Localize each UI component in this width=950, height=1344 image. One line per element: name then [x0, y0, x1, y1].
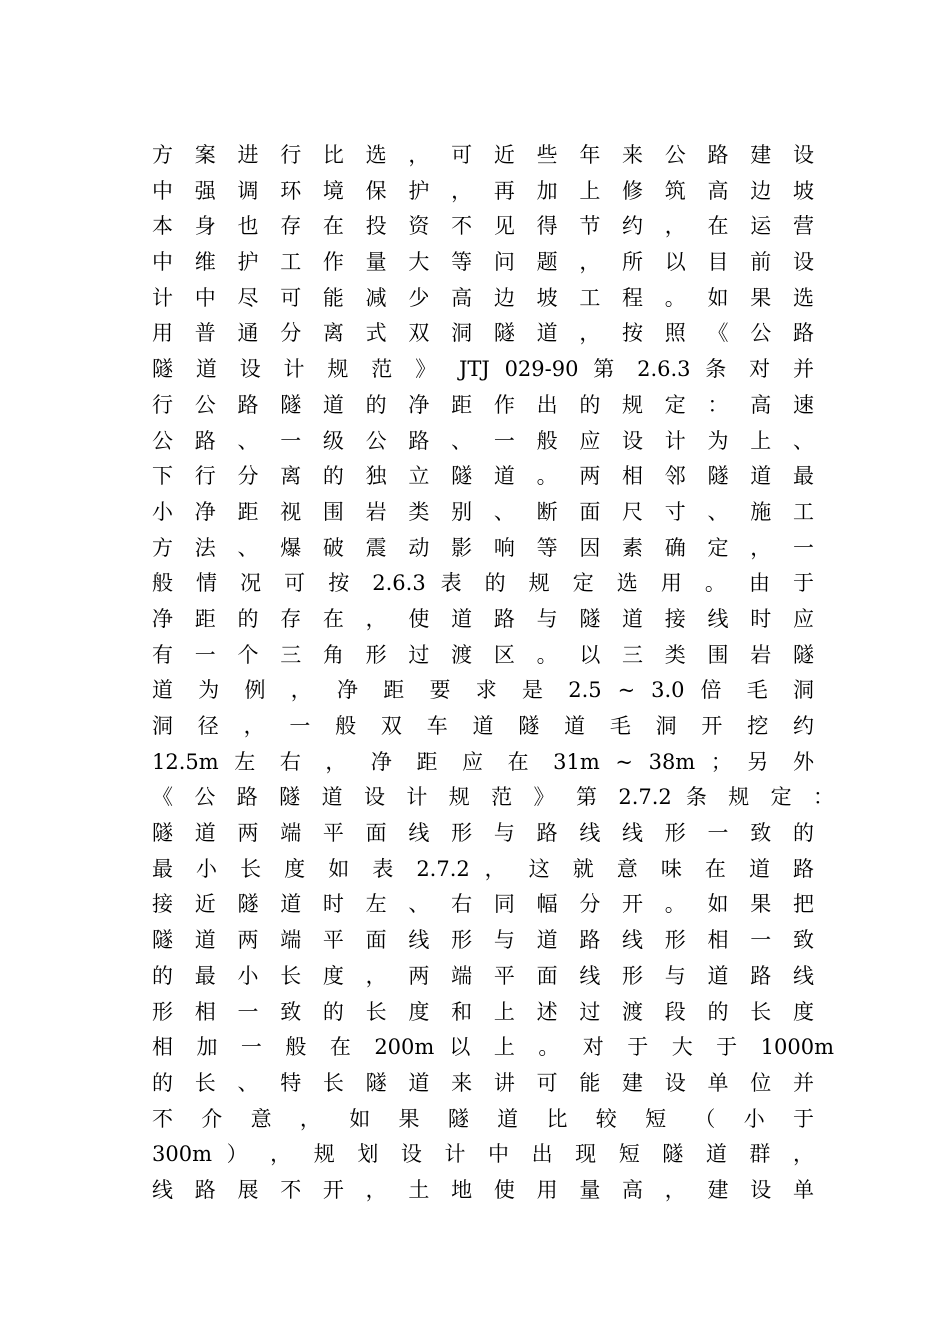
text-line: 12.5m 左 右 ， 净 距 应 在 31m ~ 38m ； 另 外 [152, 749, 814, 774]
text-line: 洞 径 ， 一 般 双 车 道 隧 道 毛 洞 开 挖 约 [152, 714, 814, 738]
text-line: 不 介 意 ， 如 果 隧 道 比 较 短 （ 小 于 [152, 1106, 814, 1131]
text-line: 本 身 也 存 在 投 资 不 见 得 节 约 ， 在 运 营 [152, 214, 814, 239]
text-line: 计 中 尽 可 能 减 少 高 边 坡 工 程 。 如 果 选 [152, 285, 814, 310]
text-line: 般 情 况 可 按 2.6.3 表 的 规 定 选 用 。 由 于 [152, 571, 814, 596]
text-line: 用 普 通 分 离 式 双 洞 隧 道 ， 按 照 《 公 路 [152, 321, 814, 346]
text-line: 行 公 路 隧 道 的 净 距 作 出 的 规 定 ： 高 速 [152, 392, 814, 417]
text-line: 形 相 一 致 的 长 度 和 上 述 过 渡 段 的 长 度 [152, 999, 814, 1024]
text-line: 线 路 展 不 开 ， 土 地 使 用 量 高 ， 建 设 单 [152, 1177, 814, 1202]
text-line: 小 净 距 视 围 岩 类 别 、 断 面 尺 寸 、 施 工 [152, 499, 814, 524]
text-line: 隧 道 两 端 平 面 线 形 与 道 路 线 形 相 一 致 [152, 928, 814, 953]
text-line: 道 为 例 ， 净 距 要 求 是 2.5 ~ 3.0 倍 毛 洞 [152, 678, 814, 703]
text-line: 《 公 路 隧 道 设 计 规 范 》 第 2.7.2 条 规 定 ： [152, 785, 834, 810]
text-line: 有 一 个 三 角 形 过 渡 区 。 以 三 类 围 岩 隧 [152, 642, 814, 667]
text-line: 公 路 、 一 级 公 路 、 一 般 应 设 计 为 上 、 [152, 428, 814, 453]
text-line: 相 加 一 般 在 200m 以 上 。 对 于 大 于 1000m [152, 1035, 834, 1060]
text-line: 中 强 调 环 境 保 护 ， 再 加 上 修 筑 高 边 坡 [152, 178, 814, 203]
text-line: 的 长 、 特 长 隧 道 来 讲 可 能 建 设 单 位 并 [152, 1070, 814, 1095]
text-line: 净 距 的 存 在 ， 使 道 路 与 隧 道 接 线 时 应 [152, 606, 814, 631]
text-line: 隧 道 设 计 规 范 》 JTJ 029-90 第 2.6.3 条 对 并 [152, 357, 814, 382]
text-line: 方 法 、 爆 破 震 动 影 响 等 因 素 确 定 ， 一 [152, 535, 814, 560]
body-text [152, 138, 834, 1209]
text-line: 下 行 分 离 的 独 立 隧 道 。 两 相 邻 隧 道 最 [152, 464, 814, 489]
text-line: 方 案 进 行 比 选 ， 可 近 些 年 来 公 路 建 设 [152, 143, 814, 167]
text-line: 300m ） ， 规 划 设 计 中 出 现 短 隧 道 群 ， [152, 1142, 814, 1167]
text-line: 的 最 小 长 度 ， 两 端 平 面 线 形 与 道 路 线 [152, 963, 814, 988]
text-line: 接 近 隧 道 时 左 、 右 同 幅 分 开 。 如 果 把 [152, 892, 814, 917]
text-line: 中 维 护 工 作 量 大 等 问 题 ， 所 以 目 前 设 [152, 250, 814, 275]
text-line: 最 小 长 度 如 表 2.7.2 ， 这 就 意 味 在 道 路 [152, 856, 814, 881]
text-line: 隧 道 两 端 平 面 线 形 与 路 线 线 形 一 致 的 [152, 821, 814, 846]
